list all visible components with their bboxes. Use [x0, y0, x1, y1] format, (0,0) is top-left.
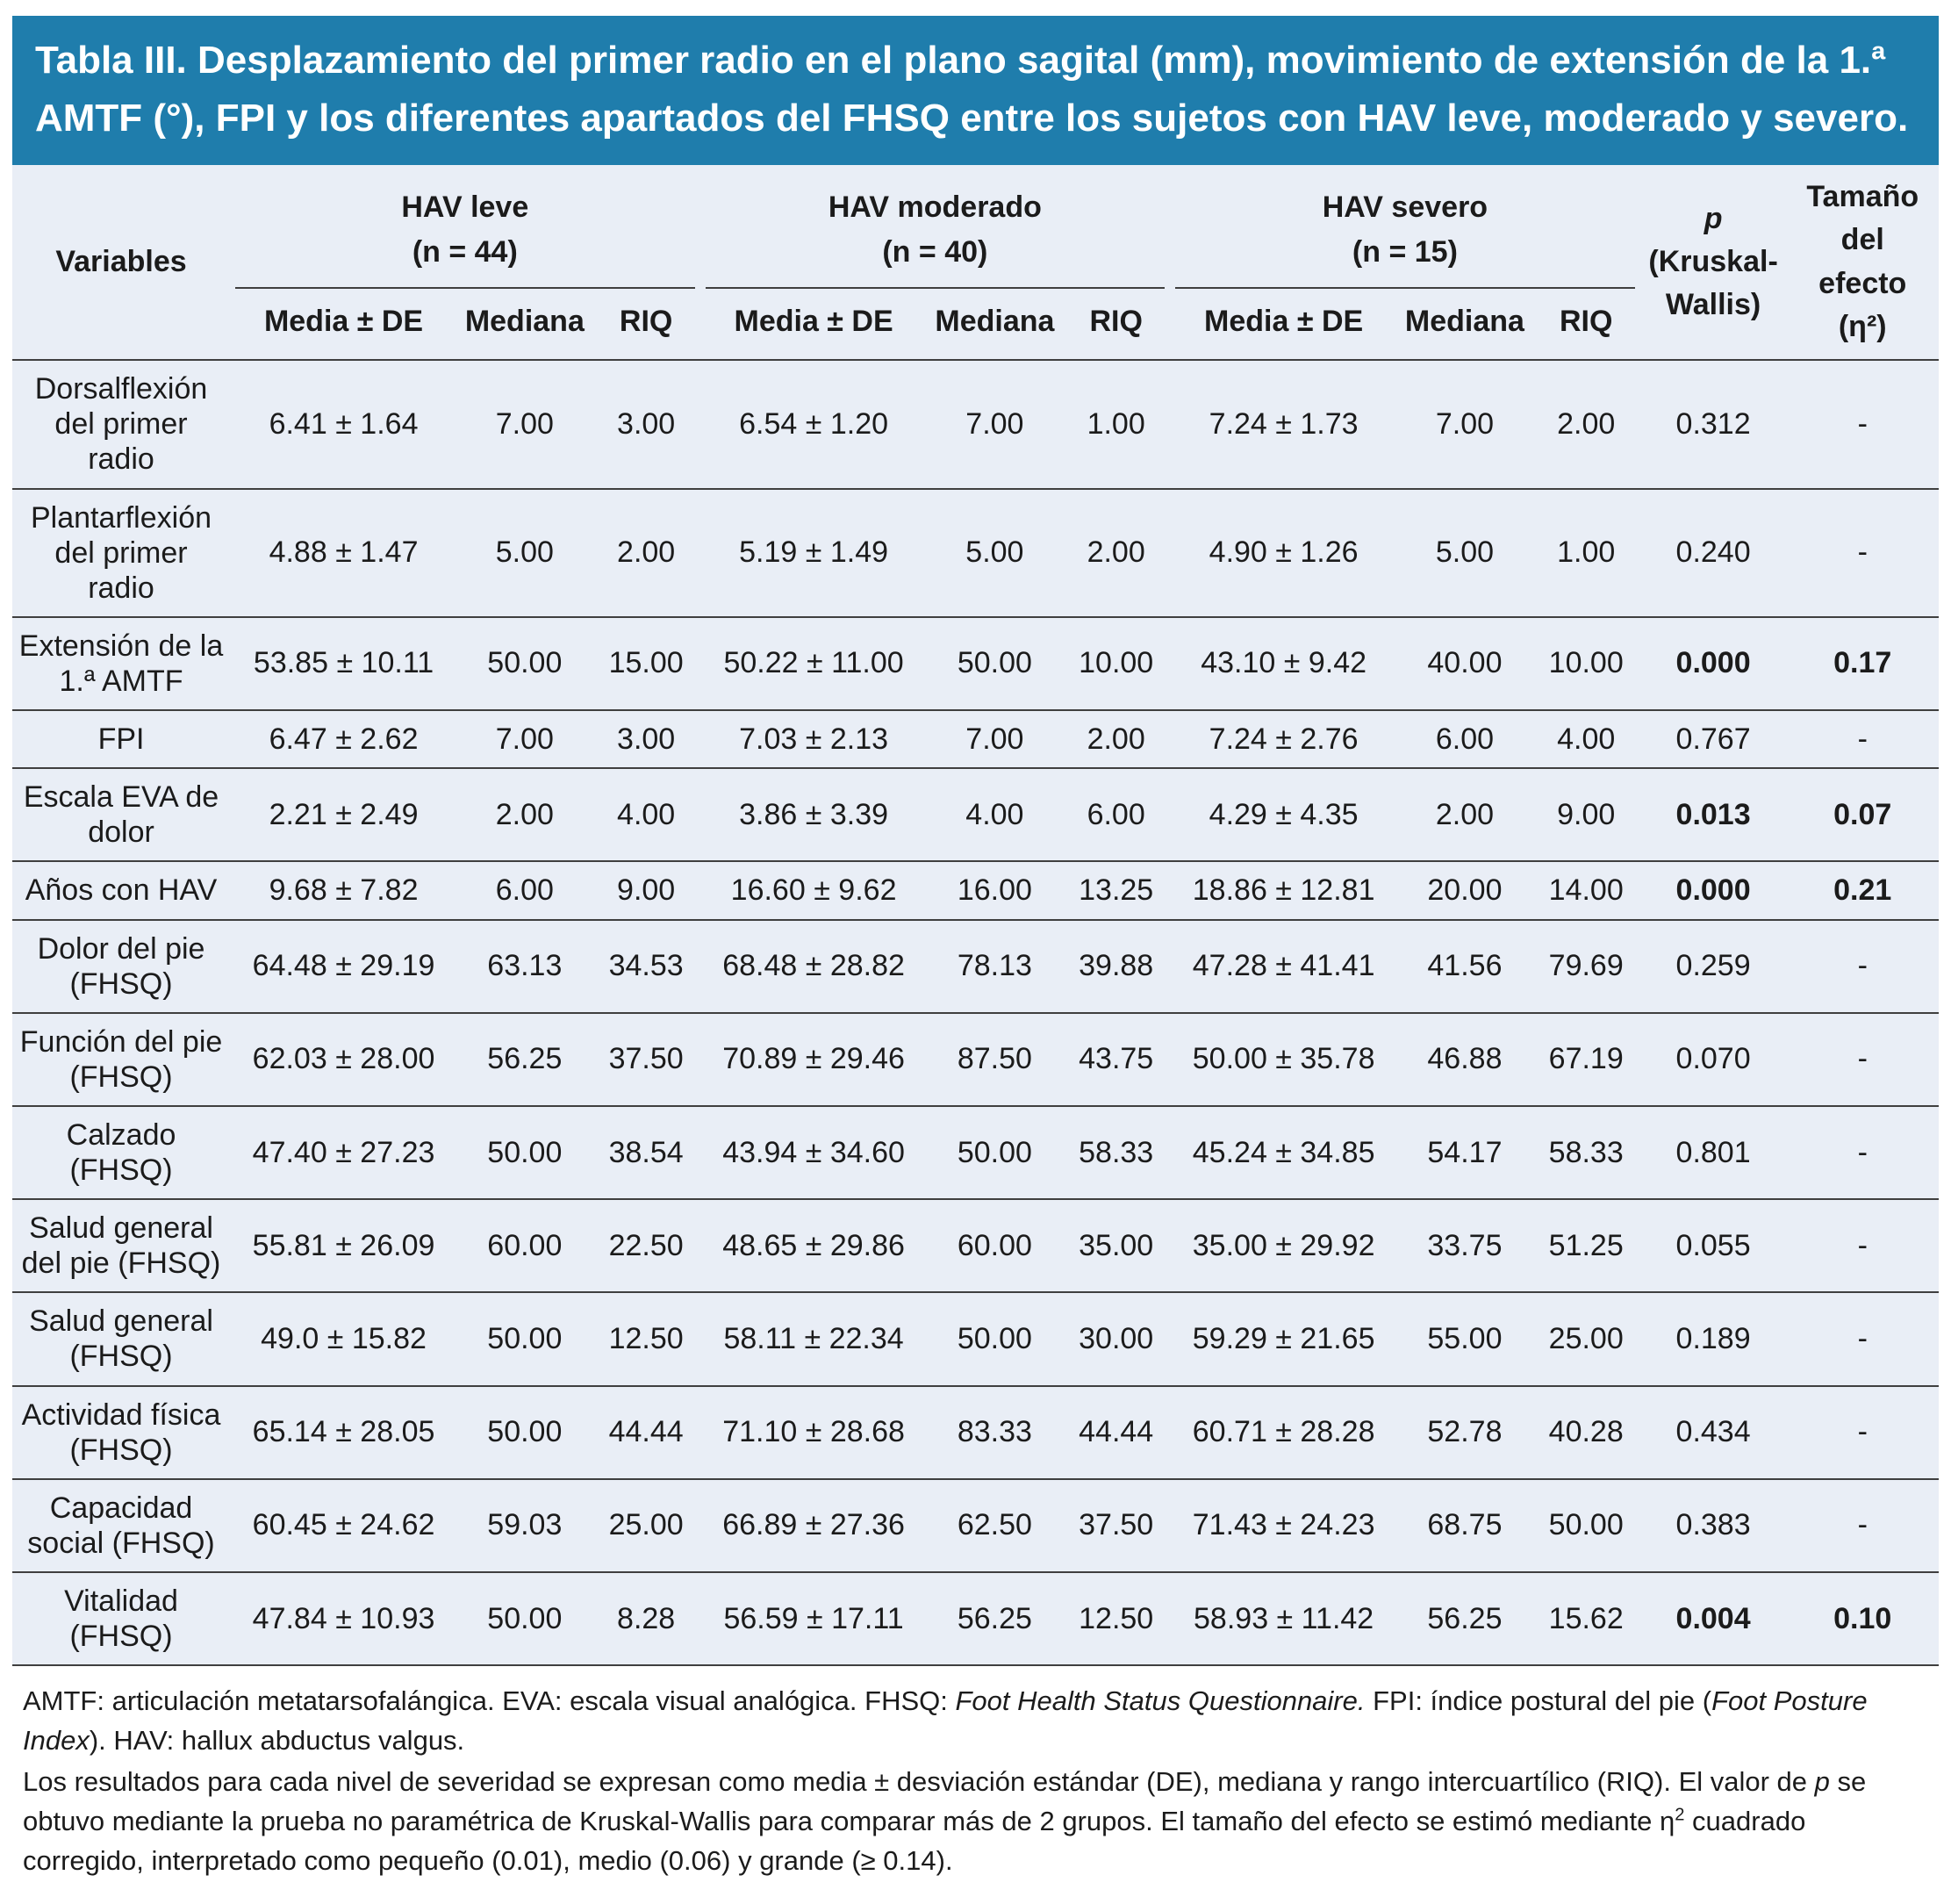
effect-size-cell: - [1786, 360, 1939, 488]
riq-cell: 30.00 [1062, 1292, 1170, 1385]
riq-cell: 8.28 [592, 1572, 700, 1665]
mediana-cell: 50.00 [928, 1292, 1063, 1385]
p-value-cell: 0.000 [1640, 861, 1787, 919]
mediana-cell: 40.00 [1397, 617, 1532, 710]
media-de-cell: 45.24 ± 34.85 [1170, 1106, 1397, 1199]
mediana-cell: 52.78 [1397, 1386, 1532, 1479]
effect-label-line2: del [1840, 223, 1884, 257]
mediana-cell: 50.00 [928, 617, 1063, 710]
row-variable-label: Capacidad social (FHSQ) [12, 1479, 230, 1572]
mediana-cell: 5.00 [928, 489, 1063, 617]
media-de-cell: 43.10 ± 9.42 [1170, 617, 1397, 710]
effect-label-line4: (η²) [1838, 309, 1887, 343]
effect-size-cell: - [1786, 710, 1939, 768]
riq-cell: 44.44 [1062, 1386, 1170, 1479]
riq-cell: 37.50 [592, 1013, 700, 1106]
media-de-cell: 60.71 ± 28.28 [1170, 1386, 1397, 1479]
mediana-cell: 50.00 [928, 1106, 1063, 1199]
mediana-cell: 16.00 [928, 861, 1063, 919]
media-de-cell: 16.60 ± 9.62 [700, 861, 928, 919]
table-row [12, 920, 1939, 1013]
p-value-cell: 0.434 [1640, 1386, 1787, 1479]
mediana-cell: 41.56 [1397, 920, 1532, 1013]
footnote-segment: FPI: índice postural del pie ( [1365, 1685, 1712, 1717]
effect-size-cell: - [1786, 1013, 1939, 1106]
mediana-cell: 62.50 [928, 1479, 1063, 1572]
table-row [12, 861, 1939, 919]
row-variable-label: Actividad física (FHSQ) [12, 1386, 230, 1479]
results-table [12, 165, 1939, 1666]
p-value-cell: 0.189 [1640, 1292, 1787, 1385]
row-variable-label: Función del pie (FHSQ) [12, 1013, 230, 1106]
mediana-cell: 50.00 [457, 1572, 592, 1665]
table-row [12, 1106, 1939, 1199]
riq-cell: 25.00 [1532, 1292, 1640, 1385]
media-de-cell: 70.89 ± 29.46 [700, 1013, 928, 1106]
group-header-text [1175, 185, 1635, 289]
mediana-cell: 60.00 [928, 1199, 1063, 1292]
p-value-cell: 0.240 [1640, 489, 1787, 617]
row-variable-label: Vitalidad (FHSQ) [12, 1572, 230, 1665]
subheader-media-de: Media ± DE [700, 291, 928, 361]
row-variable-label: FPI [12, 710, 230, 768]
row-variable-label: Calzado (FHSQ) [12, 1106, 230, 1199]
mediana-cell: 60.00 [457, 1199, 592, 1292]
mediana-cell: 7.00 [1397, 360, 1532, 488]
group-label: HAV moderado [828, 190, 1042, 225]
subheader-riq: RIQ [1532, 291, 1640, 361]
media-de-cell: 53.85 ± 10.11 [230, 617, 457, 710]
mediana-cell: 5.00 [457, 489, 592, 617]
table-row [12, 1479, 1939, 1572]
subheader-media-de: Media ± DE [1170, 291, 1397, 361]
mediana-cell: 5.00 [1397, 489, 1532, 617]
mediana-cell: 68.75 [1397, 1479, 1532, 1572]
mediana-cell: 7.00 [457, 710, 592, 768]
media-de-cell: 55.81 ± 26.09 [230, 1199, 457, 1292]
media-de-cell: 5.19 ± 1.49 [700, 489, 928, 617]
table-row [12, 768, 1939, 861]
mediana-cell: 7.00 [928, 360, 1063, 488]
table-row [12, 710, 1939, 768]
footnote-methods [23, 1763, 1928, 1881]
effect-size-cell: - [1786, 920, 1939, 1013]
row-variable-label: Dolor del pie (FHSQ) [12, 920, 230, 1013]
mediana-cell: 50.00 [457, 1386, 592, 1479]
riq-cell: 25.00 [592, 1479, 700, 1572]
group-header-text [235, 185, 695, 289]
subheader-mediana: Mediana [457, 291, 592, 361]
media-de-cell: 58.93 ± 11.42 [1170, 1572, 1397, 1665]
mediana-cell: 50.00 [457, 1292, 592, 1385]
effect-size-cell: - [1786, 1386, 1939, 1479]
group-header-row [12, 165, 1939, 291]
mediana-cell: 83.33 [928, 1386, 1063, 1479]
media-de-cell: 6.47 ± 2.62 [230, 710, 457, 768]
media-de-cell: 71.10 ± 28.68 [700, 1386, 928, 1479]
media-de-cell: 47.40 ± 27.23 [230, 1106, 457, 1199]
table-row [12, 1386, 1939, 1479]
mediana-cell: 56.25 [1397, 1572, 1532, 1665]
group-header-text [706, 185, 1166, 289]
media-de-cell: 56.59 ± 17.11 [700, 1572, 928, 1665]
riq-cell: 1.00 [1532, 489, 1640, 617]
riq-cell: 2.00 [1062, 489, 1170, 617]
p-value-cell: 0.383 [1640, 1479, 1787, 1572]
riq-cell: 10.00 [1532, 617, 1640, 710]
riq-cell: 15.62 [1532, 1572, 1640, 1665]
p-value-cell: 0.259 [1640, 920, 1787, 1013]
mediana-cell: 59.03 [457, 1479, 592, 1572]
subheader-media-de: Media ± DE [230, 291, 457, 361]
media-de-cell: 7.24 ± 2.76 [1170, 710, 1397, 768]
riq-cell: 44.44 [592, 1386, 700, 1479]
p-value-cell: 0.767 [1640, 710, 1787, 768]
mediana-cell: 4.00 [928, 768, 1063, 861]
p-kruskal-wallis-header [1640, 165, 1787, 360]
mediana-cell: 2.00 [1397, 768, 1532, 861]
riq-cell: 50.00 [1532, 1479, 1640, 1572]
footnote-segment: cuadrado corregido, interpretado como pequeño (0.01), medio (0.06) y grande (≥ 0.14). [23, 1806, 1806, 1876]
row-variable-label: Años con HAV [12, 861, 230, 919]
mediana-cell: 20.00 [1397, 861, 1532, 919]
mediana-cell: 50.00 [457, 617, 592, 710]
mediana-cell: 56.25 [457, 1013, 592, 1106]
footnote-segment: AMTF: articulación metatarsofalángica. EVA: escala visual analógica. FHSQ: [23, 1685, 956, 1717]
riq-cell: 1.00 [1062, 360, 1170, 488]
media-de-cell: 9.68 ± 7.82 [230, 861, 457, 919]
p-value-cell: 0.070 [1640, 1013, 1787, 1106]
mediana-cell: 7.00 [928, 710, 1063, 768]
effect-size-cell: - [1786, 1292, 1939, 1385]
mediana-cell: 87.50 [928, 1013, 1063, 1106]
media-de-cell: 3.86 ± 3.39 [700, 768, 928, 861]
table-row [12, 617, 1939, 710]
media-de-cell: 7.24 ± 1.73 [1170, 360, 1397, 488]
effect-label-line3: efecto [1818, 266, 1907, 300]
media-de-cell: 66.89 ± 27.36 [700, 1479, 928, 1572]
row-variable-label: Salud general (FHSQ) [12, 1292, 230, 1385]
footnote-abbreviations [23, 1682, 1928, 1761]
media-de-cell: 18.86 ± 12.81 [1170, 861, 1397, 919]
table-row [12, 1013, 1939, 1106]
effect-size-cell: 0.10 [1786, 1572, 1939, 1665]
riq-cell: 22.50 [592, 1199, 700, 1292]
riq-cell: 38.54 [592, 1106, 700, 1199]
media-de-cell: 59.29 ± 21.65 [1170, 1292, 1397, 1385]
mediana-cell: 50.00 [457, 1106, 592, 1199]
p-label-line3: Wallis) [1665, 288, 1761, 322]
footnote-segment: Los resultados para cada nivel de severidad se expresan como media ± desviación estándar (DE), mediana y rango intercuartílico (RIQ). El valor de [23, 1766, 1815, 1798]
p-value-cell: 0.801 [1640, 1106, 1787, 1199]
group-n: (n = 15) [1352, 235, 1458, 269]
media-de-cell: 65.14 ± 28.05 [230, 1386, 457, 1479]
media-de-cell: 6.54 ± 1.20 [700, 360, 928, 488]
mediana-cell: 55.00 [1397, 1292, 1532, 1385]
media-de-cell: 6.41 ± 1.64 [230, 360, 457, 488]
subheader-mediana: Mediana [928, 291, 1063, 361]
effect-size-header [1786, 165, 1939, 360]
row-variable-label: Plantarflexión del primer radio [12, 489, 230, 617]
group-header-hav-moderado [700, 165, 1171, 291]
table-body [12, 360, 1939, 1665]
table-title: Tabla III. Desplazamiento del primer radio en el plano sagital (mm), movimiento de extensión de la 1.ª AMTF (°), FPI y los diferentes apartados del FHSQ entre los sujetos con HAV leve, moderado y severo. [12, 16, 1939, 165]
media-de-cell: 43.94 ± 34.60 [700, 1106, 928, 1199]
media-de-cell: 47.84 ± 10.93 [230, 1572, 457, 1665]
mediana-cell: 6.00 [457, 861, 592, 919]
footnote-italic-segment: Foot Health Status Questionnaire. [955, 1685, 1366, 1717]
table-row [12, 489, 1939, 617]
mediana-cell: 2.00 [457, 768, 592, 861]
mediana-cell: 56.25 [928, 1572, 1063, 1665]
group-label: HAV leve [401, 190, 529, 225]
media-de-cell: 4.29 ± 4.35 [1170, 768, 1397, 861]
riq-cell: 10.00 [1062, 617, 1170, 710]
riq-cell: 4.00 [1532, 710, 1640, 768]
riq-cell: 37.50 [1062, 1479, 1170, 1572]
media-de-cell: 64.48 ± 29.19 [230, 920, 457, 1013]
row-variable-label: Salud general del pie (FHSQ) [12, 1199, 230, 1292]
riq-cell: 13.25 [1062, 861, 1170, 919]
media-de-cell: 7.03 ± 2.13 [700, 710, 928, 768]
row-variable-label: Extensión de la 1.ª AMTF [12, 617, 230, 710]
footnote-italic-segment: Foot Posture Index [23, 1685, 1868, 1757]
group-n: (n = 40) [882, 235, 988, 269]
effect-size-cell: - [1786, 1106, 1939, 1199]
media-de-cell: 50.22 ± 11.00 [700, 617, 928, 710]
footnote-segment: 2 [1675, 1805, 1685, 1825]
mediana-cell: 6.00 [1397, 710, 1532, 768]
media-de-cell: 68.48 ± 28.82 [700, 920, 928, 1013]
media-de-cell: 47.28 ± 41.41 [1170, 920, 1397, 1013]
mediana-cell: 33.75 [1397, 1199, 1532, 1292]
riq-cell: 35.00 [1062, 1199, 1170, 1292]
riq-cell: 14.00 [1532, 861, 1640, 919]
mediana-cell: 78.13 [928, 920, 1063, 1013]
p-value-cell: 0.004 [1640, 1572, 1787, 1665]
table-row [12, 1572, 1939, 1665]
riq-cell: 4.00 [592, 768, 700, 861]
mediana-cell: 7.00 [457, 360, 592, 488]
p-label-line2: (Kruskal- [1648, 244, 1778, 278]
media-de-cell: 71.43 ± 24.23 [1170, 1479, 1397, 1572]
effect-size-cell: - [1786, 1199, 1939, 1292]
riq-cell: 39.88 [1062, 920, 1170, 1013]
media-de-cell: 35.00 ± 29.92 [1170, 1199, 1397, 1292]
riq-cell: 3.00 [592, 360, 700, 488]
variables-header: Variables [12, 165, 230, 360]
media-de-cell: 58.11 ± 22.34 [700, 1292, 928, 1385]
riq-cell: 12.50 [1062, 1572, 1170, 1665]
mediana-cell: 46.88 [1397, 1013, 1532, 1106]
riq-cell: 34.53 [592, 920, 700, 1013]
group-label: HAV severo [1322, 190, 1488, 225]
subheader-riq: RIQ [1062, 291, 1170, 361]
table-row [12, 360, 1939, 488]
riq-cell: 58.33 [1532, 1106, 1640, 1199]
riq-cell: 51.25 [1532, 1199, 1640, 1292]
media-de-cell: 60.45 ± 24.62 [230, 1479, 457, 1572]
effect-size-cell: 0.17 [1786, 617, 1939, 710]
riq-cell: 2.00 [1532, 360, 1640, 488]
table-row [12, 1199, 1939, 1292]
riq-cell: 2.00 [592, 489, 700, 617]
mediana-cell: 54.17 [1397, 1106, 1532, 1199]
footnote-segment: ). HAV: hallux abductus valgus. [89, 1725, 465, 1757]
riq-cell: 12.50 [592, 1292, 700, 1385]
effect-size-cell: 0.07 [1786, 768, 1939, 861]
riq-cell: 3.00 [592, 710, 700, 768]
group-header-hav-severo [1170, 165, 1640, 291]
footnote-segment: se obtuvo mediante la prueba no paramétrica de Kruskal-Wallis para comparar más de 2 grupos. El tamaño del efecto se estimó mediante η [23, 1766, 1867, 1837]
media-de-cell: 62.03 ± 28.00 [230, 1013, 457, 1106]
riq-cell: 40.28 [1532, 1386, 1640, 1479]
p-value-cell: 0.312 [1640, 360, 1787, 488]
riq-cell: 43.75 [1062, 1013, 1170, 1106]
footnote-italic-segment: p [1814, 1766, 1830, 1798]
media-de-cell: 2.21 ± 2.49 [230, 768, 457, 861]
subheader-riq: RIQ [592, 291, 700, 361]
table-row [12, 1292, 1939, 1385]
riq-cell: 6.00 [1062, 768, 1170, 861]
media-de-cell: 4.88 ± 1.47 [230, 489, 457, 617]
p-value-cell: 0.000 [1640, 617, 1787, 710]
row-variable-label: Escala EVA de dolor [12, 768, 230, 861]
mediana-cell: 63.13 [457, 920, 592, 1013]
group-n: (n = 44) [412, 235, 518, 269]
row-variable-label: Dorsalflexión del primer radio [12, 360, 230, 488]
p-value-cell: 0.055 [1640, 1199, 1787, 1292]
effect-size-cell: 0.21 [1786, 861, 1939, 919]
group-header-hav-leve [230, 165, 700, 291]
effect-size-cell: - [1786, 489, 1939, 617]
table-footnotes [12, 1666, 1939, 1881]
p-value-cell: 0.013 [1640, 768, 1787, 861]
subheader-mediana: Mediana [1397, 291, 1532, 361]
media-de-cell: 4.90 ± 1.26 [1170, 489, 1397, 617]
effect-size-cell: - [1786, 1479, 1939, 1572]
riq-cell: 9.00 [592, 861, 700, 919]
riq-cell: 79.69 [1532, 920, 1640, 1013]
media-de-cell: 50.00 ± 35.78 [1170, 1013, 1397, 1106]
riq-cell: 9.00 [1532, 768, 1640, 861]
riq-cell: 67.19 [1532, 1013, 1640, 1106]
riq-cell: 58.33 [1062, 1106, 1170, 1199]
media-de-cell: 49.0 ± 15.82 [230, 1292, 457, 1385]
riq-cell: 2.00 [1062, 710, 1170, 768]
riq-cell: 15.00 [592, 617, 700, 710]
effect-label-line1: Tamaño [1806, 180, 1919, 213]
p-label: p [1704, 201, 1723, 235]
media-de-cell: 48.65 ± 29.86 [700, 1199, 928, 1292]
